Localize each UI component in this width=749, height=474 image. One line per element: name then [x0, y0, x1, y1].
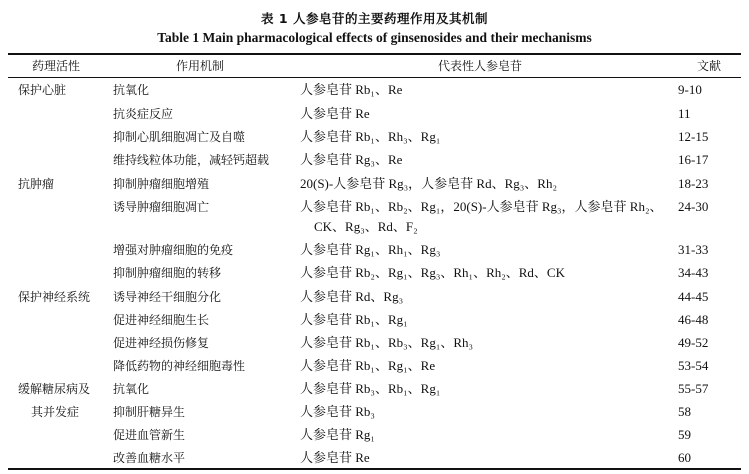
cell-mechanism: 促进血管新生 — [113, 428, 186, 442]
cell-compound: 人参皂苷 Rb₁、Rg₁、Re — [300, 358, 436, 373]
cell-ref: 12-15 — [678, 129, 709, 144]
cell-ref: 11 — [678, 106, 691, 121]
cell-mechanism: 增强对肿瘤细胞的免疫 — [113, 243, 234, 257]
header-compound: 代表性人参皂苷 — [438, 59, 523, 73]
cell-ref: 18-23 — [678, 176, 709, 191]
cell-mechanism: 抗氧化 — [113, 83, 150, 97]
cell-compound-continued: CK、Rg₃、Rd、F₂ — [314, 219, 418, 234]
cell-mechanism: 促进神经损伤修复 — [113, 336, 210, 350]
top-rule — [8, 53, 741, 55]
cell-compound: 人参皂苷 Rb₁、Rb₂、Rg₁，20(S)-人参皂苷 Rg₃，人参皂苷 Rh₂、 — [300, 199, 663, 214]
cell-activity: 抗肿瘤 — [18, 177, 55, 191]
cell-compound: 人参皂苷 Rb₁、Rh₃、Rg₁ — [300, 129, 441, 144]
cell-ref: 58 — [678, 404, 691, 419]
header-mechanism: 作用机制 — [176, 59, 225, 73]
header-ref: 文献 — [697, 59, 722, 73]
cell-activity: 保护神经系统 — [18, 290, 91, 304]
cell-ref: 49-52 — [678, 335, 709, 350]
cell-mechanism: 促进神经细胞生长 — [113, 313, 210, 327]
cell-mechanism: 抑制心肌细胞凋亡及自噬 — [113, 130, 246, 144]
cell-compound: 人参皂苷 Rb₁、Re — [300, 82, 403, 97]
cell-activity: 保护心脏 — [18, 83, 67, 97]
cell-ref: 16-17 — [678, 152, 709, 167]
cell-mechanism: 抑制肿瘤细胞的转移 — [113, 266, 222, 280]
cell-compound: 人参皂苷 Rg₁、Rh₁、Rg₃ — [300, 242, 441, 257]
table-title-en: Table 1 Main pharmacological effects of ginsenosides and their mechanisms — [157, 30, 592, 45]
cell-mechanism: 诱导肿瘤细胞凋亡 — [113, 200, 210, 214]
cell-ref: 55-57 — [678, 381, 709, 396]
header-rule — [8, 77, 741, 78]
cell-ref: 59 — [678, 427, 691, 442]
cell-mechanism: 抑制肿瘤细胞增殖 — [113, 177, 210, 191]
cell-mechanism: 抗炎症反应 — [113, 107, 174, 121]
cell-mechanism: 诱导神经干细胞分化 — [113, 290, 222, 304]
cell-compound: 人参皂苷 Rb₁、Rg₁ — [300, 312, 408, 327]
bottom-rule — [8, 468, 741, 470]
cell-compound: 人参皂苷 Rb₃、Rb₁、Rg₁ — [300, 381, 441, 396]
cell-activity-continued: 其并发症 — [31, 405, 80, 419]
cell-activity: 缓解糖尿病及 — [18, 382, 91, 396]
cell-compound: 人参皂苷 Re — [300, 106, 370, 121]
cell-mechanism: 改善血糖水平 — [113, 451, 186, 465]
cell-mechanism: 维持线粒体功能，减轻钙超载 — [113, 153, 270, 167]
cell-compound: 20(S)-人参皂苷 Rg₃，人参皂苷 Rd、Rg₃、Rh₂ — [300, 176, 557, 191]
cell-ref: 46-48 — [678, 312, 709, 327]
table-title-cn: 表 1 人参皂苷的主要药理作用及其机制 — [261, 11, 488, 26]
cell-mechanism: 降低药物的神经细胞毒性 — [113, 359, 246, 373]
cell-mechanism: 抗氧化 — [113, 382, 150, 396]
cell-ref: 9-10 — [678, 82, 702, 97]
cell-ref: 44-45 — [678, 289, 709, 304]
cell-mechanism: 抑制肝糖异生 — [113, 405, 186, 419]
header-activity: 药理活性 — [32, 59, 81, 73]
cell-compound: 人参皂苷 Rg₃、Re — [300, 152, 403, 167]
cell-ref: 53-54 — [678, 358, 709, 373]
cell-compound: 人参皂苷 Rb₃ — [300, 404, 375, 419]
cell-ref: 60 — [678, 450, 691, 465]
cell-ref: 34-43 — [678, 265, 709, 280]
cell-ref: 31-33 — [678, 242, 709, 257]
cell-compound: 人参皂苷 Rd、Rg₃ — [300, 289, 404, 304]
cell-compound: 人参皂苷 Rb₁、Rb₃、Rg₁、Rh₃ — [300, 335, 474, 350]
cell-ref: 24-30 — [678, 199, 709, 214]
cell-compound: 人参皂苷 Rg₁ — [300, 427, 375, 442]
cell-compound: 人参皂苷 Rb₂、Rg₁、Rg₃、Rh₁、Rh₂、Rd、CK — [300, 265, 565, 280]
cell-compound: 人参皂苷 Re — [300, 450, 370, 465]
